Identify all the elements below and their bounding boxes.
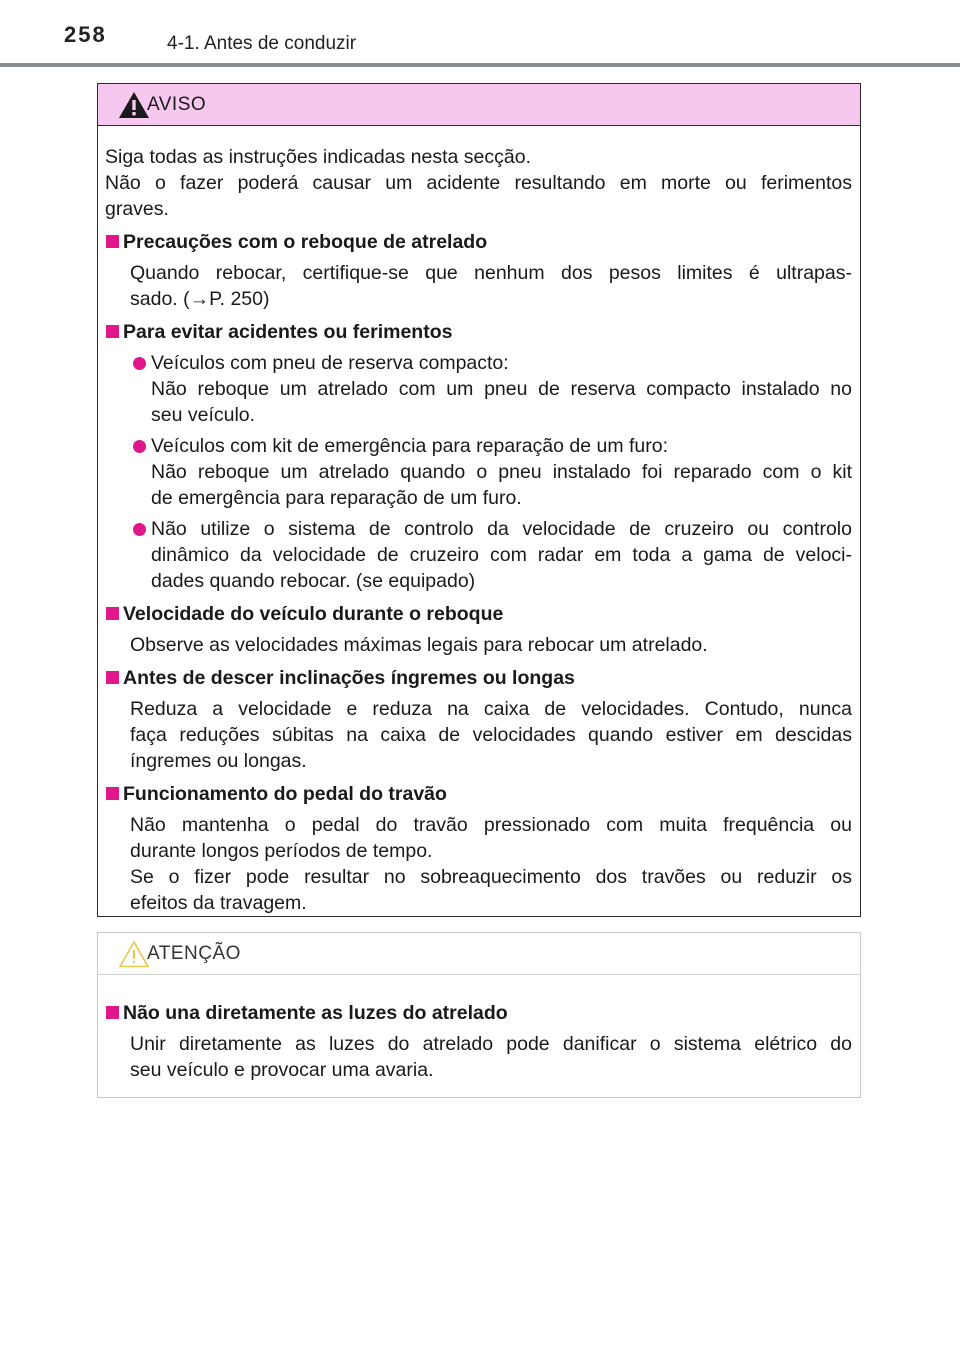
text-line: Unir diretamente as luzes do atrelado pode danificar o sistema elétrico do: [130, 1033, 852, 1055]
section-heading: Funcionamento do pedal do travão: [105, 781, 852, 807]
text-line: Se o fizer pode resultar no sobreaquecimento dos travões ou reduzir os: [130, 866, 852, 888]
caution-box-header: [98, 933, 860, 975]
text-line: Não reboque um atrelado quando o pneu instalado foi reparado com o kit: [151, 461, 852, 483]
warning-intro: [105, 144, 852, 222]
intro-line: graves.: [105, 198, 169, 220]
section-heading: Precauções com o reboque de atrelado: [105, 229, 852, 255]
circle-bullet-icon: [133, 357, 146, 370]
section-text: [105, 632, 852, 658]
caution-label: ATENÇÃO: [147, 943, 241, 964]
section-heading: Velocidade do veículo durante o reboque: [105, 601, 852, 627]
text-line: Quando rebocar, certifique-se que nenhum dos pesos limites é ultrapas-: [130, 262, 852, 284]
text-line: Veículos com kit de emergência para reparação de um furo:: [151, 435, 669, 457]
page-number: 258: [64, 22, 107, 47]
text-line: durante longos períodos de tempo.: [130, 840, 433, 862]
section-heading: Antes de descer inclinações íngremes ou longas: [105, 665, 852, 691]
square-bullet-icon: [106, 235, 119, 248]
text-line: dades quando rebocar. (se equipado): [151, 570, 476, 592]
square-bullet-icon: [106, 325, 119, 338]
warning-triangle-filled-icon: [117, 90, 151, 120]
warning-box: [97, 83, 861, 917]
section-heading: Não una diretamente as luzes do atrelado: [105, 1000, 852, 1026]
text-line: dinâmico da velocidade de cruzeiro com radar em toda a gama de veloci-: [151, 544, 852, 566]
section-heading: Para evitar acidentes ou ferimentos: [105, 319, 852, 345]
circle-bullet-icon: [133, 440, 146, 453]
warning-triangle-outline-icon: [117, 939, 151, 969]
header-rule: [0, 63, 960, 67]
square-bullet-icon: [106, 1006, 119, 1019]
square-bullet-icon: [106, 607, 119, 620]
text-line: seu veículo e provocar uma avaria.: [130, 1059, 434, 1081]
text-line: de emergência para reparação de um furo.: [151, 487, 522, 509]
text-line: Não mantenha o pedal do travão pressionado com muita frequência ou: [130, 814, 852, 836]
text-line: sado. (→P. 250): [130, 288, 270, 310]
section-text: [105, 696, 852, 774]
list-item: [105, 516, 852, 594]
warning-label: AVISO: [147, 94, 207, 115]
section-text: [105, 260, 852, 312]
caution-box: [97, 932, 861, 1098]
intro-line: Não o fazer poderá causar um acidente resultando em morte ou ferimentos: [105, 172, 852, 194]
text-line: Não utilize o sistema de controlo da velocidade de cruzeiro ou controlo: [151, 518, 852, 540]
text-line: Observe as velocidades máximas legais para rebocar um atrelado.: [130, 634, 708, 656]
text-line: Não reboque um atrelado com um pneu de reserva compacto instalado no: [151, 378, 852, 400]
square-bullet-icon: [106, 671, 119, 684]
caution-body: [98, 975, 860, 1083]
text-line: seu veículo.: [151, 404, 256, 426]
text-line: Veículos com pneu de reserva compacto:: [151, 352, 509, 374]
list-item: [105, 433, 852, 511]
warning-box-header: [98, 84, 860, 126]
section-text: [105, 1031, 852, 1083]
text-line: faça reduções súbitas na caixa de velocidades quando estiver em descidas: [130, 724, 852, 746]
text-line: Reduza a velocidade e reduza na caixa de velocidades. Contudo, nunca: [130, 698, 852, 720]
square-bullet-icon: [106, 787, 119, 800]
warning-body: [98, 126, 860, 916]
section-title: 4-1. Antes de conduzir: [167, 33, 357, 54]
intro-line: Siga todas as instruções indicadas nesta secção.: [105, 146, 532, 168]
section-text: [105, 812, 852, 916]
page-header: [0, 0, 960, 54]
text-line: íngremes ou longas.: [130, 750, 307, 772]
circle-bullet-icon: [133, 523, 146, 536]
text-line: efeitos da travagem.: [130, 892, 307, 914]
list-item: [105, 350, 852, 428]
